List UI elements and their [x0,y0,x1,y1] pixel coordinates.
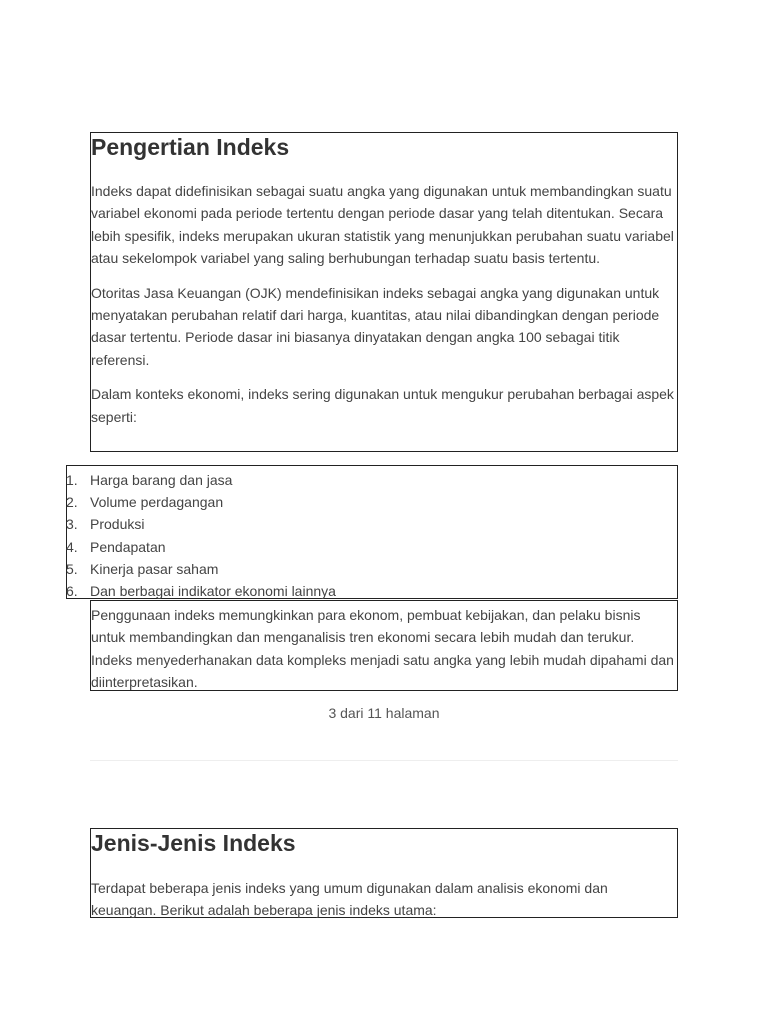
closing-paragraph-box [90,600,678,691]
paragraph: Otoritas Jasa Keuangan (OJK) mendefinisikan indeks sebagai angka yang digunakan untuk menyatakan perubahan relatif dari harga, kuantitas, atau nilai dibandingkan dengan periode dasar tertentu. Periode dasar ini biasanya dinyatakan dengan angka 100 sebagai titik referensi. [91,284,660,368]
list-text: Volume perdagangan [90,494,224,511]
list-item [66,513,678,535]
list-number: 5. [66,560,78,577]
paragraph: Terdapat beberapa jenis indeks yang umum digunakan dalam analisis ekonomi dan keuangan. Berikut adalah beberapa jenis indeks utama: [91,880,608,919]
section-jenis-jenis-indeks [90,828,678,918]
list-text: Harga barang dan jasa [90,472,233,488]
list-number: 6. [66,583,78,600]
section-pengertian-indeks [90,132,678,452]
section-title: Jenis-Jenis Indeks [91,830,296,856]
list-item [66,536,678,558]
list-number: 4. [66,538,78,555]
paragraph: Indeks dapat didefinisikan sebagai suatu angka yang digunakan untuk membandingkan suatu variabel ekonomi pada periode tertentu dengan periode dasar yang telah ditentukan. Secara lebih spesifik, indeks merupakan ukuran statistik yang menunjukkan perubahan suatu variabel atau sekelompok variabel yang saling berhubungan terhadap suatu basis tertentu. [91,183,674,267]
list-text: Pendapatan [90,538,166,555]
paragraph: Penggunaan indeks memungkinkan para ekonom, pembuat kebijakan, dan pelaku bisnis untuk membandingkan dan menganalisis tren ekonomi secara lebih mudah dan terukur. Indeks menyederhanakan data kompleks menjadi satu angka yang lebih mudah dipahami dan diinterpretasikan. [91,607,674,691]
section-title: Pengertian Indeks [91,134,290,160]
aspect-list-box [66,466,678,600]
list-number: 3. [66,516,78,533]
list-text: Dan berbagai indikator ekonomi lainnya [90,583,336,600]
list-item [66,558,678,580]
list-item [66,491,678,513]
list-text: Produksi [90,516,145,533]
list-item [66,580,678,602]
list-text: Kinerja pasar saham [90,560,219,577]
list-item [66,469,678,491]
aspect-list [66,469,678,602]
page-divider [90,760,678,761]
page-indicator: 3 dari 11 halaman [328,705,440,721]
paragraph: Dalam konteks ekonomi, indeks sering digunakan untuk mengukur perubahan berbagai aspek seperti: [91,386,674,425]
list-number: 1. [66,472,78,488]
list-number: 2. [66,494,78,511]
